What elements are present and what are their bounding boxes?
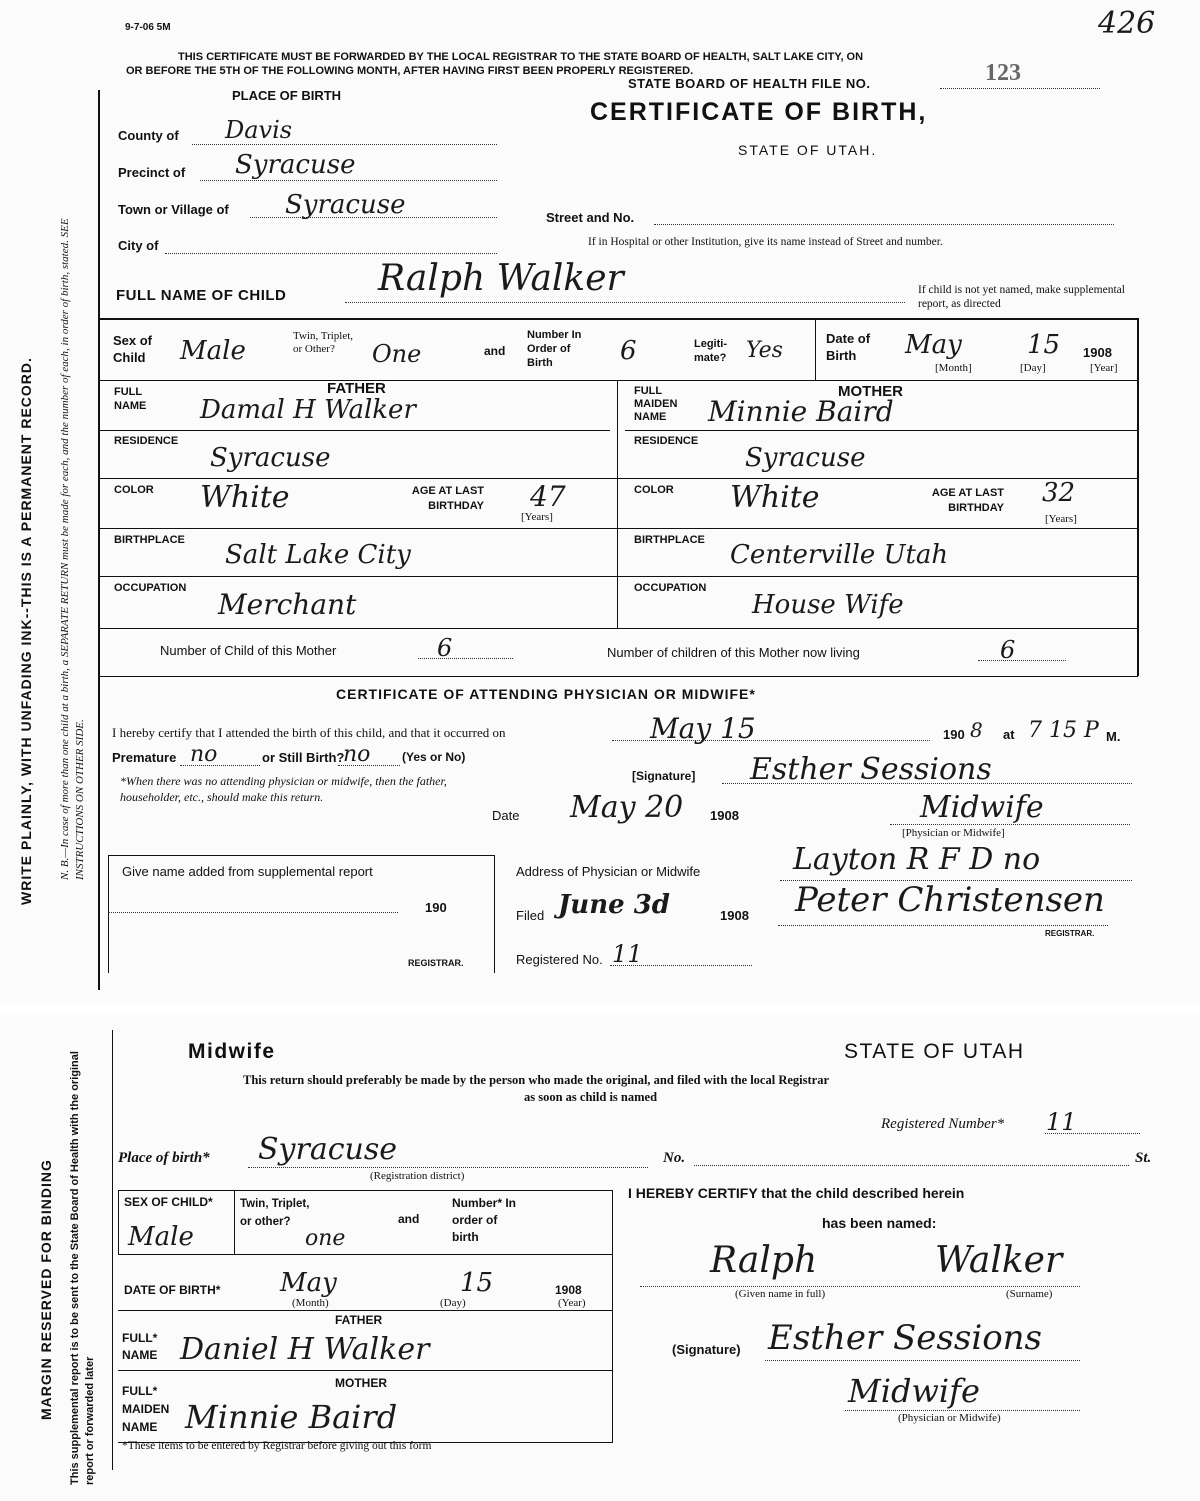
physician-heading: CERTIFICATE OF ATTENDING PHYSICIAN OR MIDWIFE*: [336, 686, 756, 702]
file-number: 123: [985, 60, 1021, 86]
dob-year-caption: [Year]: [1090, 362, 1118, 374]
supplemental-day-caption: (Day): [440, 1297, 466, 1309]
registered-label: Registered No.: [516, 952, 603, 967]
child-number-label: Number of Child of this Mother: [160, 643, 337, 658]
physician-address: Layton R F D no: [793, 842, 1041, 877]
supplemental-place-caption: (Registration district): [370, 1170, 465, 1182]
stillbirth-value: no: [343, 742, 371, 767]
signature-label: [Signature]: [632, 769, 696, 783]
birth-order-label: Number In Order of Birth: [527, 329, 582, 369]
mother-birthplace-label: BIRTHPLACE: [634, 534, 705, 546]
supplemental-intro-1: This return should preferably be made by the person who made the original, and filed with the local Registrar: [243, 1073, 830, 1087]
town-label: Town or Village of: [118, 202, 229, 217]
physician-title: Midwife: [920, 790, 1044, 825]
mother-occupation-label: OCCUPATION: [634, 582, 707, 594]
father-residence-value: Syracuse: [210, 443, 331, 473]
child-name-label: FULL NAME OF CHILD: [116, 287, 287, 304]
supplemental-surname-caption: (Surname): [1006, 1288, 1053, 1300]
dob-day: 15: [1027, 330, 1061, 360]
sex-label: Sex of Child: [113, 333, 153, 365]
supplemental-no-label: No.: [663, 1150, 686, 1166]
sign-date-label: Date: [492, 808, 520, 823]
supplemental-and-label: and: [398, 1212, 420, 1226]
filed-label: Filed: [516, 908, 545, 923]
supplemental-twin-value: one: [305, 1226, 346, 1251]
birth-at: at: [1003, 727, 1015, 742]
sign-date-year: 1908: [710, 808, 739, 823]
supplemental-mother-label: FULL* MAIDEN NAME: [122, 1384, 170, 1434]
supplemental-father-heading: FATHER: [335, 1313, 383, 1327]
father-years-caption: [Years]: [521, 511, 553, 523]
street-label: Street and No.: [546, 210, 635, 225]
certify-text-2: has been named:: [822, 1215, 937, 1231]
physician-signature: Esther Sessions: [750, 752, 992, 787]
supplemental-year-caption: (Year): [558, 1297, 586, 1309]
father-birthplace-label: BIRTHPLACE: [114, 534, 185, 546]
county-label: County of: [118, 128, 179, 143]
filed-year: 1908: [720, 908, 749, 923]
supplemental-father-label: FULL* NAME: [122, 1331, 158, 1362]
child-number-value: 6: [437, 634, 453, 662]
supplemental-intro-2: as soon as child is named: [524, 1090, 658, 1104]
place-of-birth-heading: PLACE OF BIRTH: [232, 88, 342, 103]
supplemental-dob-month: May: [280, 1268, 337, 1298]
father-residence-label: RESIDENCE: [114, 435, 179, 447]
mother-heading: MOTHER: [838, 383, 903, 400]
county-value: Davis: [225, 116, 293, 144]
supplemental-registered-number: 11: [1046, 1108, 1077, 1136]
premature-label: Premature: [112, 750, 177, 765]
supplemental-place-value: Syracuse: [258, 1132, 397, 1167]
birth-time: 7 15 P: [1028, 718, 1099, 743]
instructions-line-1: THIS CERTIFICATE MUST BE FORWARDED BY THE LOCAL REGISTRAR TO THE STATE BOARD OF HEALTH, SALT LAKE CITY, ON: [178, 51, 864, 63]
mother-occupation-value: House Wife: [752, 590, 904, 620]
father-color-label: COLOR: [114, 484, 154, 496]
mother-color-label: COLOR: [634, 484, 674, 496]
father-birthplace-value: Salt Lake City: [225, 540, 411, 570]
stillbirth-label: or Still Birth?: [262, 750, 345, 765]
mother-residence-label: RESIDENCE: [634, 435, 699, 447]
legitimate-value: Yes: [746, 338, 783, 363]
precinct-value: Syracuse: [235, 150, 356, 180]
mother-age-label: AGE AT LAST BIRTHDAY: [931, 487, 1004, 514]
birth-year-prefix: 190: [943, 727, 965, 742]
supplemental-title: Midwife: [188, 1040, 276, 1063]
certificate-subtitle: STATE OF UTAH.: [738, 142, 878, 158]
mother-birthplace-value: Centerville Utah: [730, 540, 949, 570]
father-age-value: 47: [530, 480, 566, 513]
dob-month-caption: [Month]: [935, 362, 972, 374]
birth-year-suffix: 8: [970, 718, 983, 742]
supplemental-signature: Esther Sessions: [768, 1318, 1043, 1358]
supplemental-mother-heading: MOTHER: [335, 1376, 387, 1390]
filed-date: June 3d: [558, 890, 670, 920]
supplemental-dob-day: 15: [460, 1268, 494, 1298]
unnamed-note: If child is not yet named, make supplemental report, as directed: [918, 284, 1125, 310]
town-value: Syracuse: [285, 190, 406, 220]
supplemental-father-name: Daniel H Walker: [180, 1332, 430, 1367]
binding-margin-note: This supplemental report is to be sent to the State Board of Health with the original report or forwarded later: [69, 1051, 96, 1485]
mother-color-value: White: [730, 480, 820, 515]
birth-date-value: May 15: [650, 712, 756, 745]
registrar-signature: Peter Christensen: [795, 880, 1105, 920]
supplemental-state: STATE OF UTAH: [844, 1040, 1025, 1063]
page-number: 426: [1098, 6, 1156, 41]
dob-label: Date of Birth: [826, 331, 871, 363]
birth-time-m: M.: [1106, 729, 1121, 744]
supplemental-sex-label: SEX OF CHILD*: [124, 1195, 213, 1209]
supplemental-dob-label: DATE OF BIRTH*: [124, 1283, 221, 1297]
supplemental-place-label: Place of birth*: [118, 1150, 210, 1166]
supplemental-sex-value: Male: [128, 1222, 194, 1252]
supplemental-mother-name: Minnie Baird: [185, 1398, 398, 1436]
supplemental-title-caption: (Physician or Midwife): [898, 1412, 1001, 1424]
binding-margin-text: MARGIN RESERVED FOR BINDING: [38, 1159, 54, 1420]
precinct-label: Precinct of: [118, 165, 186, 180]
sign-date-value: May 20: [570, 790, 684, 825]
mother-name-value: Minnie Baird: [708, 395, 894, 428]
registered-number: 11: [612, 940, 643, 968]
children-living-label: Number of children of this Mother now living: [607, 645, 860, 660]
supplemental-name-year: 190: [425, 900, 447, 915]
physician-title-caption: [Physician or Midwife]: [902, 827, 1005, 839]
children-living-value: 6: [1000, 636, 1016, 664]
mother-residence-value: Syracuse: [745, 443, 866, 473]
supplemental-registered-label: Registered Number*: [881, 1116, 1005, 1132]
father-occupation-value: Merchant: [218, 588, 357, 621]
birth-order-value: 6: [620, 336, 637, 366]
supplemental-footnote: *These items to be entered by Registrar before giving out this form: [122, 1440, 432, 1452]
supplemental-name-label: Give name added from supplemental report: [122, 864, 373, 879]
father-name-label: FULL NAME: [114, 386, 147, 412]
supplemental-signature-label: (Signature): [672, 1342, 741, 1357]
margin-note: N. B.—In case of more than one child at a birth, a SEPARATE RETURN must be made for each, and the number of each, in order of birth, stated. SEE INSTRUCTIONS ON OTHER SIDE.: [59, 218, 86, 880]
hospital-note: If in Hospital or other Institution, give its name instead of Street and number.: [588, 236, 943, 248]
mother-years-caption: [Years]: [1045, 513, 1077, 525]
certificate-title: CERTIFICATE OF BIRTH,: [590, 98, 928, 126]
certify-text: I HEREBY CERTIFY that the child described herein: [628, 1185, 965, 1201]
city-label: City of: [118, 238, 159, 253]
supplemental-title-value: Midwife: [848, 1372, 980, 1410]
yes-or-no: (Yes or No): [402, 750, 466, 764]
supplemental-given-caption: (Given name in full): [735, 1288, 826, 1300]
supplemental-surname: Walker: [935, 1240, 1063, 1281]
physician-note: *When there was no attending physician or midwife, then the father, householder, etc., should make this return.: [120, 774, 447, 804]
dob-year: 1908: [1083, 345, 1112, 360]
supplemental-given-name: Ralph: [710, 1240, 818, 1281]
premature-value: no: [190, 742, 218, 767]
legitimate-label: Legiti- mate?: [694, 338, 727, 364]
instructions-line-2: OR BEFORE THE 5TH OF THE FOLLOWING MONTH, AFTER HAVING FIRST BEEN PROPERLY REGISTERED.: [126, 65, 694, 77]
sex-value: Male: [180, 336, 246, 366]
margin-instruction: WRITE PLAINLY, WITH UNFADING INK--THIS IS A PERMANENT RECORD.: [18, 357, 34, 905]
father-color-value: White: [200, 480, 290, 515]
supplemental-st-label: St.: [1135, 1150, 1152, 1166]
form-code: 9-7-06 5M: [125, 22, 171, 33]
mother-age-value: 32: [1042, 478, 1076, 508]
dob-month: May: [905, 330, 962, 360]
supplemental-twin-label: Twin, Triplet, or other?: [240, 1198, 310, 1228]
physician-certify-text: I hereby certify that I attended the birth of this child, and that it occurred on: [112, 725, 506, 740]
father-age-label: AGE AT LAST BIRTHDAY: [411, 485, 484, 512]
and-label: and: [484, 344, 506, 358]
father-occupation-label: OCCUPATION: [114, 582, 187, 594]
supplemental-dob-year: 1908: [555, 1283, 582, 1297]
registrar-caption: REGISTRAR.: [1045, 929, 1095, 938]
child-name-value: Ralph Walker: [378, 258, 624, 299]
father-heading: FATHER: [327, 380, 386, 397]
twin-value: One: [372, 340, 422, 368]
supplemental-order-label: Number* In order of birth: [452, 1196, 517, 1244]
file-number-label: STATE BOARD OF HEALTH FILE NO.: [628, 76, 871, 91]
supplemental-registrar: REGISTRAR.: [408, 958, 464, 968]
dob-day-caption: [Day]: [1020, 362, 1046, 374]
address-label: Address of Physician or Midwife: [516, 864, 701, 879]
twin-label: Twin, Triplet, or Other?: [293, 330, 354, 355]
supplemental-month-caption: (Month): [292, 1297, 329, 1309]
mother-name-label: FULL MAIDEN NAME: [634, 385, 678, 423]
father-name-value: Damal H Walker: [200, 395, 416, 425]
